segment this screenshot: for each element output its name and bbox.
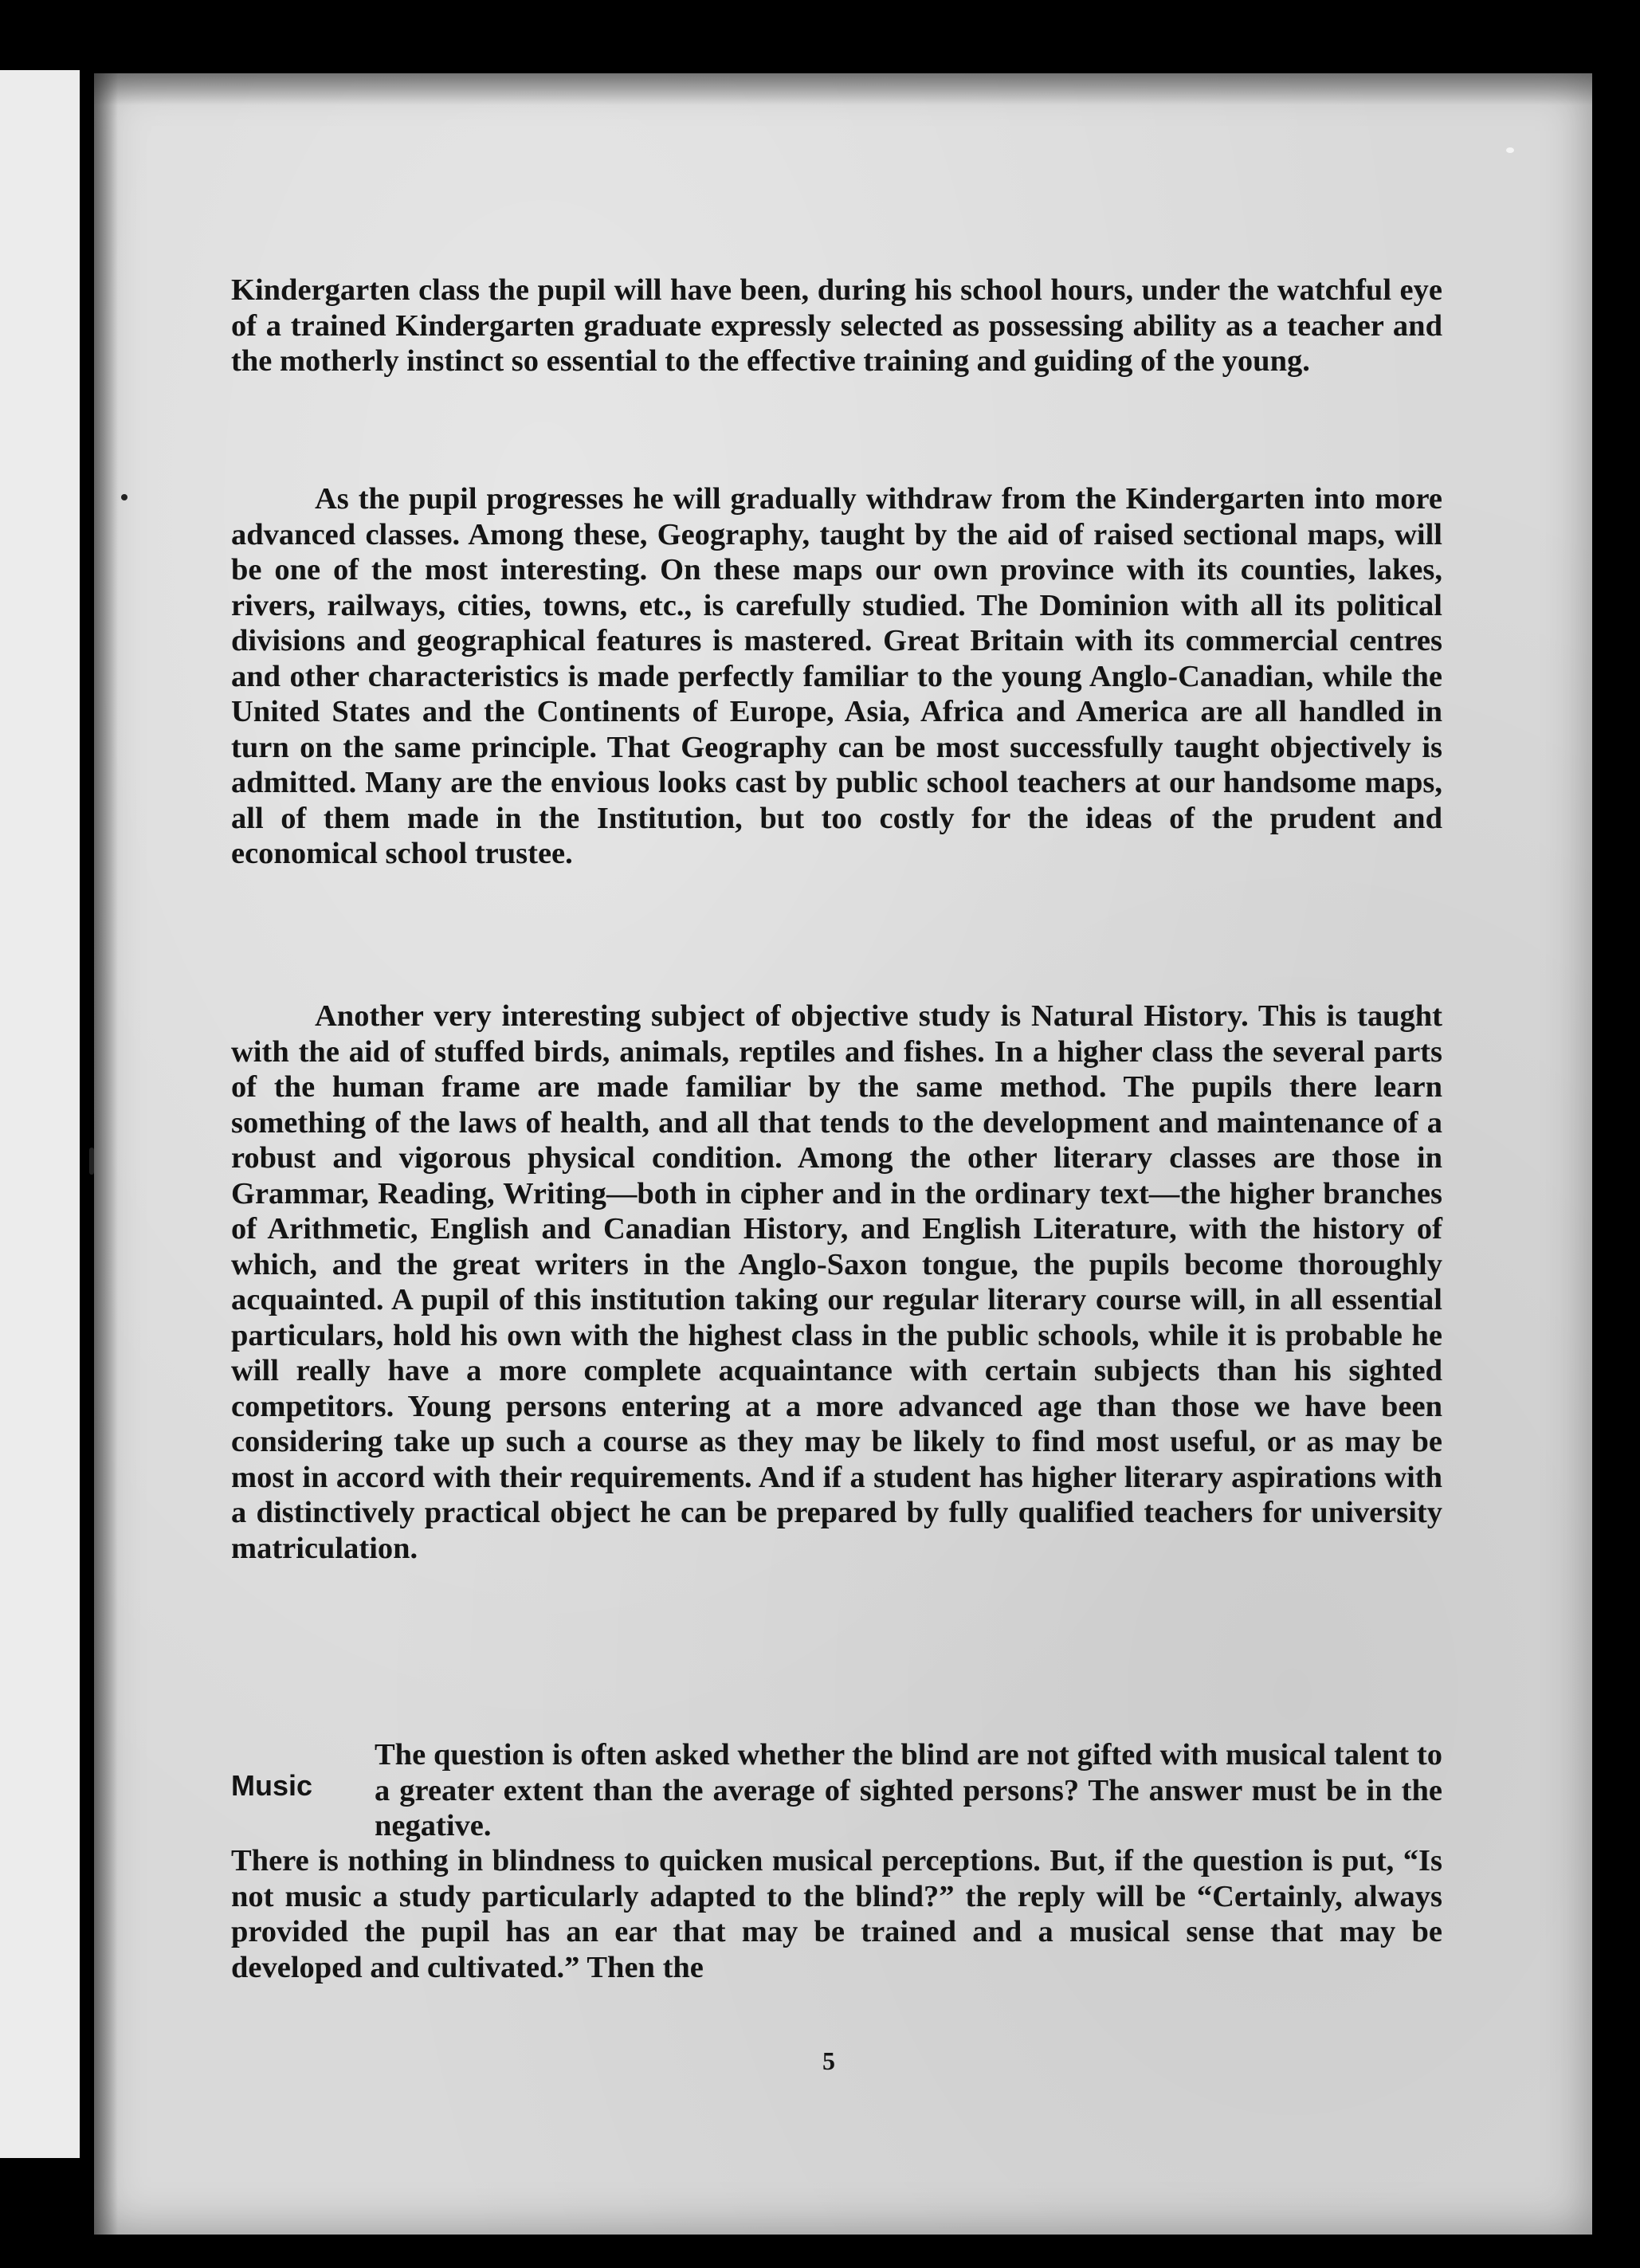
page-shadow-left (94, 73, 118, 2235)
scan-speck (1506, 147, 1514, 153)
page-shadow-top (94, 73, 1592, 105)
previous-page-edge (0, 70, 80, 2158)
scan-speck (89, 1148, 94, 1175)
paragraph-music-continued: There is nothing in blindness to quicken musical perceptions. But, if the question is put, “Is not music a study particularly adapted to the blind?” the reply will be “Certainly, always provided the pupil has an ear that may be trained and a musical sense that may be developed and cultivated.” Then the (231, 1844, 1442, 1984)
section-heading-music: Music (231, 1769, 313, 1802)
paragraph-music-intro: The question is often asked whether the blind are not gifted with musical talent to a greater extent than the average of sighted persons? The answer must be in the negative. (375, 1738, 1442, 1842)
page-number: 5 (822, 2046, 835, 2075)
paragraph-kindergarten: Kindergarten class the pupil will have been, during his school hours, under the watchful eye of a trained Kindergarten graduate expressly selected as possessing ability as a teacher and the motherly instinct so essential to the effective training and guiding of the young. (231, 273, 1442, 378)
paragraph-natural-history: Another very interesting subject of objective study is Natural History. This is taught with the aid of stuffed birds, animals, reptiles and fishes. In a higher class the several parts of the human frame are made familiar by the same method. The pupils there learn something of the laws of health, and all that tends to the development and maintenance of a robust and vigorous physical condition. Among the other literary classes are those in Grammar, Reading, Writing—both in cipher and in the ordinary text—the higher branches of Arithmetic, English and Canadian History, and English Literature, with the history of which, and the great writers in the Anglo-Saxon tongue, the pupils become thoroughly acquainted. A pupil of this institution taking our regular literary course will, in all essential particulars, hold his own with the highest class in the public schools, while it is probable he will really have a more complete acquaintance with certain subjects than his sighted competitors. Young persons entering at a more advanced age than those we have been considering take up such a course as they may be likely to find most useful, or as may be most in accord with their requirements. And if a student has higher literary aspirations with a distinctively practical object he can be prepared by fully qualified teachers for university matriculation. (231, 999, 1442, 1565)
scan-speck (121, 494, 128, 500)
paragraph-geography: As the pupil progresses he will gradually withdraw from the Kindergarten into more advanced classes. Among these, Geography, taught by the aid of raised sectional maps, will be one of the most interesting. On these maps our own province with its counties, lakes, rivers, railways, cities, towns, etc., is carefully studied. The Dominion with all its political divisions and geographical features is mastered. Great Britain with its commercial centres and other characteristics is made perfectly familiar to the young Anglo-Canadian, while the United States and the Continents of Europe, Asia, Africa and America are all handled in turn on the same principle. That Geography can be most successfully taught objectively is admitted. Many are the envious looks cast by public school teachers at our handsome maps, all of them made in the Institution, but too costly for the ideas of the prudent and economical school trustee. (231, 482, 1442, 870)
